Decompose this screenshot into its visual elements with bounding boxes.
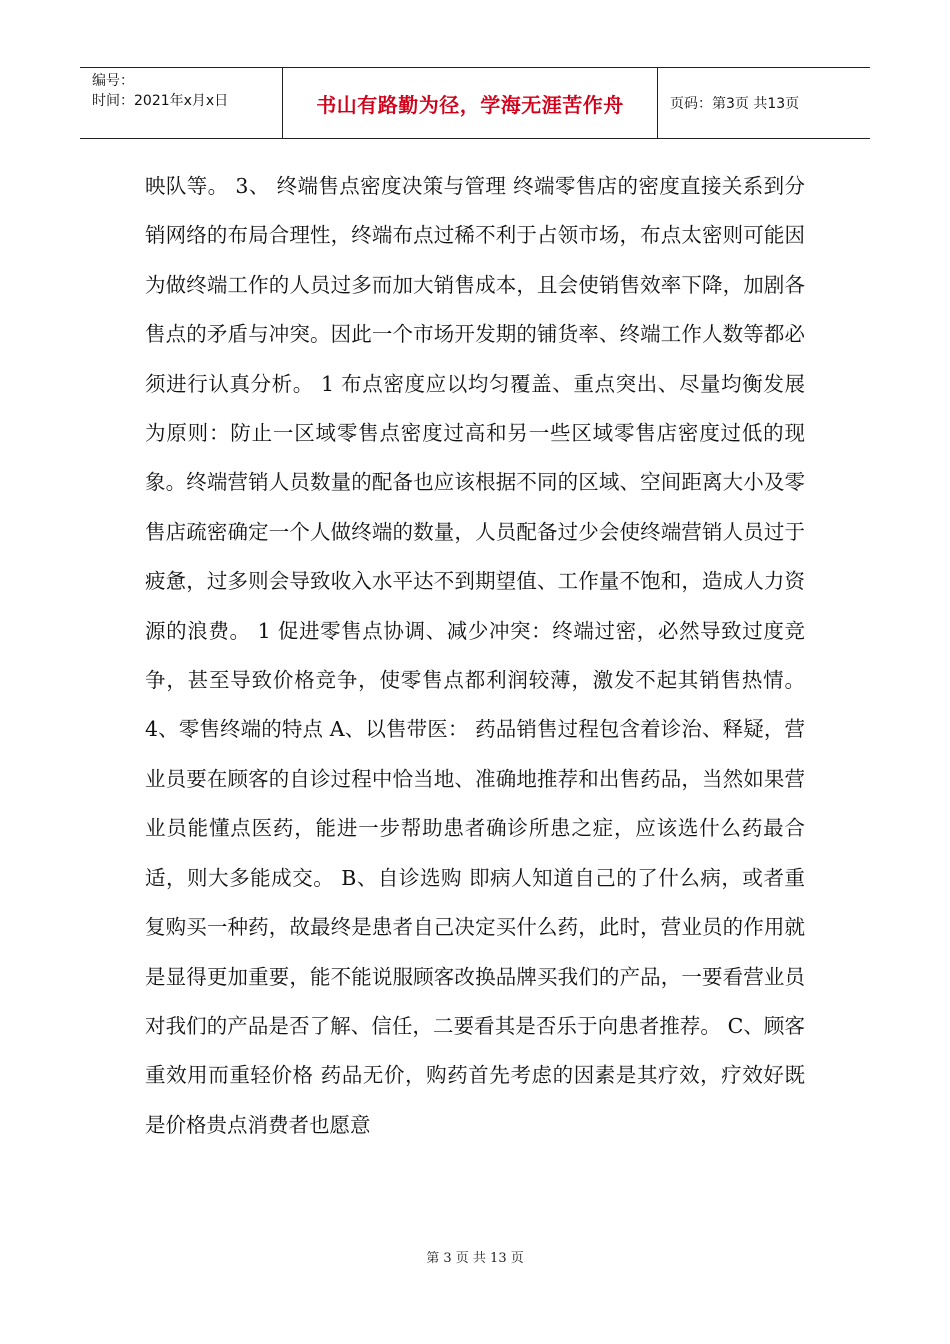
body-paragraph: 映队等。 3、 终端售点密度决策与管理 终端零售店的密度直接关系到分销网络的布局合理性，终端布点过稀不利于占领市场，布点太密则可能因为做终端工作的人员过多而加大销售成本，且会使销售效率下降，加剧各售点的矛盾与冲突。因此一个市场开发期的铺货率、终端工作人数等都必须进行认真分析。 1 布点密度应以均匀覆盖、重点突出、尽量均衡发展为原则：防止一区域零售点密度过高和另一些区域零售店密度过低的现象。终端营销人员数量的配备也应该根据不同的区域、空间距离大小及零售店疏密确定一个人做终端的数量，人员配备过少会使终端营销人员过于疲惫，过多则会导致收入水平达不到期望值、工作量不饱和，造成人力资源的浪费。 1 促进零售点协调、减少冲突：终端过密，必然导致过度竞争，甚至导致价格竞争，使零售点都利润较薄，激发不起其销售热情。4、零售终端的特点 A、以售带医： 药品销售过程包含着诊治、释疑，营业员要在顾客的自诊过程中恰当地、准确地推荐和出售药品，当然如果营业员能懂点医药，能进一步帮助患者确诊所患之症，应该选什么药最合适，则大多能成交。 B、自诊选购 即病人知道自己的了什么病，或者重复购买一种药，故最终是患者自己决定买什么药，此时，营业员的作用就是显得更加重要，能不能说服顾客改换品牌买我们的产品，一要看营业员对我们的产品是否了解、信任，二要看其是否乐于向患者推荐。 C、顾客重效用而重轻价格 药品无价，购药首先考虑的因素是其疗效，疗效好既是价格贵点消费者也愿意 xyxy=(145,174,805,1137)
date-label: 时间：2021年x月x日 xyxy=(92,93,229,109)
header-meta-cell xyxy=(80,68,283,138)
serial-number-label: 编号： xyxy=(92,73,134,89)
page-footer: 第 3 页 共 13 页 xyxy=(426,1251,524,1266)
header-page-info: 页码：第3页 共13页 xyxy=(670,96,800,112)
document-header xyxy=(80,67,870,139)
header-motto: 书山有路勤为径，学海无涯苦作舟 xyxy=(283,68,658,138)
